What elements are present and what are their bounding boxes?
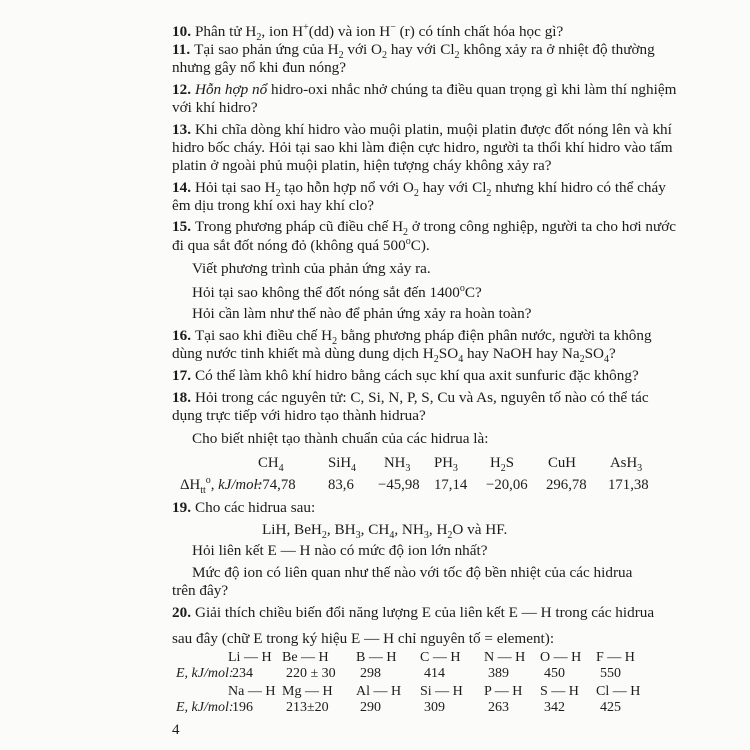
question-16-line-2: dùng nước tinh khiết mà dùng dung dịch $H_2SO_4$ hay NaOH hay $Na_2SO_4$?: [172, 345, 616, 366]
question-12: 12. Hỗn hợp nổ hidro-oxi nhắc nhở chúng ta điều quan trọng gì khi làm thí nghiệm: [172, 80, 677, 98]
bond-value: 450: [544, 666, 565, 681]
bond-name: Na — H: [228, 684, 276, 699]
bond-name: C — H: [420, 650, 461, 665]
question-14-line-2: êm dịu trong khí oxi hay khí clo?: [172, 196, 375, 214]
table-cell: 17,14: [434, 476, 468, 493]
bond-value: 550: [600, 666, 621, 681]
table-cell: 171,38: [608, 476, 649, 493]
question-15-sub-3: Hỏi cần làm như thế nào để phản ứng xảy ra hoàn toàn?: [192, 305, 532, 323]
energy-label: E, kJ/mol:: [176, 666, 234, 681]
question-19-line-3: Hỏi liên kết E — H nào có mức độ ion lớn nhất?: [192, 542, 488, 560]
question-17: 17. Có thể làm khô khí hidro bằng cách sục khí qua axit sunfuric đặc không?: [172, 366, 639, 384]
bond-name: Si — H: [420, 684, 463, 699]
question-13: 13. Khi chĩa dòng khí hidro vào muội platin, muội platin được đốt nóng lên và khí: [172, 120, 672, 138]
bond-value: 389: [488, 666, 509, 681]
question-13-line-2: hidro bốc cháy. Hỏi tại sao khi làm điện cực hidro, người ta thổi khí hidro vào tấm: [172, 138, 673, 156]
bond-value: 309: [424, 700, 445, 715]
bond-name: Be — H: [282, 650, 329, 665]
table-header: $PH_3$: [434, 454, 458, 474]
question-11-line-2: nhưng gây nổ khi đun nóng?: [172, 59, 347, 77]
table-header: SiH$_4$: [328, 454, 357, 474]
bond-value: 290: [360, 700, 381, 715]
question-13-line-3: platin ở ngoài phủ muội platin, hiện tượng cháy không xảy ra?: [172, 156, 552, 174]
table-cell: −20,06: [486, 476, 528, 493]
bond-value: 213±20: [286, 700, 329, 715]
bond-name: F — H: [596, 650, 635, 665]
bond-name: B — H: [356, 650, 397, 665]
bond-value: 425: [600, 700, 621, 715]
table-row-label: $\Delta H_{tt}^o$, kJ/mol:: [180, 474, 263, 496]
bond-name: Cl — H: [596, 684, 641, 699]
question-20: 20. Giải thích chiều biến đổi năng lượng E của liên kết E — H trong các hidrua: [172, 604, 655, 621]
question-10: 10. Phân tử $H_2$, ion H+(dd) và ion H− (r) có tính chất hóa học gì?: [172, 21, 564, 44]
table-cell: 296,78: [546, 476, 587, 493]
question-19: 19. Cho các hidrua sau:: [172, 499, 316, 517]
table-cell: 83,6: [328, 476, 354, 493]
question-18-line-2: dụng trực tiếp với hidro tạo thành hidrua?: [172, 406, 426, 424]
bond-value: 342: [544, 700, 565, 715]
question-19-hydride-list: LiH, BeH$_2$, $BH_3$, $CH_4$, $NH_3$, $H_2O$ và HF.: [262, 520, 508, 541]
table-cell: −45,98: [378, 476, 420, 493]
table-header: $NH_3$: [384, 454, 411, 474]
bond-value: 263: [488, 700, 509, 715]
table-header: CuH: [548, 454, 576, 471]
bond-name: Mg — H: [282, 684, 333, 699]
question-15-sub-1: Viết phương trình của phản ứng xảy ra.: [192, 260, 431, 278]
bond-name: Li — H: [228, 650, 272, 665]
question-11: 11. Tại sao phản ứng của $H_2$ với $O_2$ hay với $Cl_2$ không xảy ra ở nhiệt độ thường: [172, 41, 655, 62]
table-cell: −74,78: [254, 476, 296, 493]
table-header: AsH$_3$: [610, 454, 643, 474]
page-number: 4: [172, 722, 180, 738]
bond-value: 234: [232, 666, 253, 681]
question-18: 18. Hỏi trong các nguyên tử: C, Si, N, P, S, Cu và As, nguyên tố nào có thể tác: [172, 388, 649, 406]
bond-name: O — H: [540, 650, 582, 665]
question-15-line-2: đi qua sắt đốt nóng đỏ (không quá 500$^o$C).: [172, 235, 430, 254]
question-14: 14. Hỏi tại sao $H_2$ tạo hỗn hợp nổ với $O_2$ hay với $Cl_2$ nhưng khí hidro có thể cháy: [172, 178, 666, 199]
question-16: 16. Tại sao khi điều chế $H_2$ bằng phương pháp điện phân nước, người ta không: [172, 327, 652, 348]
bond-name: N — H: [484, 650, 526, 665]
question-19-line-5: trên đây?: [172, 582, 229, 600]
bond-name: Al — H: [356, 684, 402, 699]
question-19-line-4: Mức độ ion có liên quan như thế nào với tốc độ bền nhiệt của các hidrua: [192, 564, 633, 582]
bond-value: 196: [232, 700, 253, 715]
question-15: 15. Trong phương pháp cũ điều chế $H_2$ ở trong công nghiệp, người ta cho hơi nước: [172, 218, 676, 239]
question-15-sub-2: Hỏi tại sao không thể đốt nóng sắt đến 1400$^o$C?: [192, 282, 482, 301]
energy-label: E, kJ/mol:: [176, 700, 234, 715]
bond-value: 414: [424, 666, 445, 681]
question-20-line-2: sau đây (chữ E trong ký hiệu E — H chỉ nguyên tố = element):: [172, 630, 555, 647]
table-header: $CH_4$: [258, 454, 284, 474]
question-12-line-2: với khí hidro?: [172, 99, 258, 117]
bond-value: 220 ± 30: [286, 666, 336, 681]
table-header: $H_2S$: [490, 454, 514, 474]
bond-name: S — H: [540, 684, 579, 699]
bond-value: 298: [360, 666, 381, 681]
bond-name: P — H: [484, 684, 523, 699]
question-18-line-3: Cho biết nhiệt tạo thành chuẩn của các hidrua là:: [192, 430, 489, 448]
